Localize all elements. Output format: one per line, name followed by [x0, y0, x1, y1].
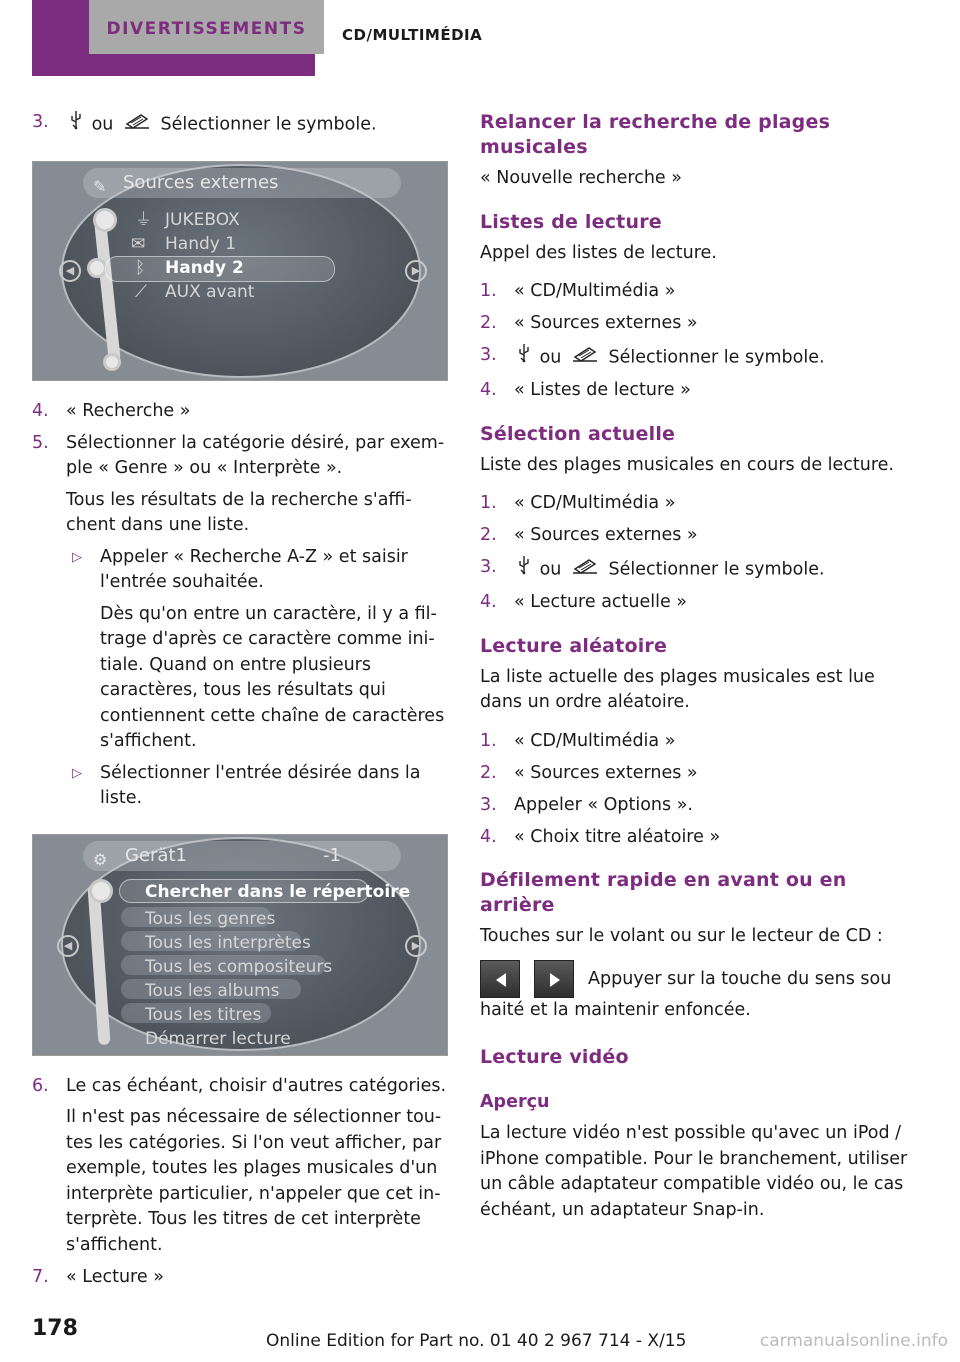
step-text: Sélectionner le symbole. [608, 559, 825, 580]
screen-title-right: -1 [323, 844, 341, 866]
step-item [480, 491, 910, 517]
usb-icon: ⏚ [135, 209, 152, 230]
menu-item-selected[interactable]: Chercher dans le répertoire [145, 881, 411, 902]
step-number: 4. [480, 380, 497, 400]
body-text: Liste des plages musicales en cours de lecture. [480, 454, 894, 475]
step-text: « Lecture actuelle » [514, 592, 688, 612]
bullet-text: Sélectionner l'entrée désirée dans la liste. [100, 762, 421, 808]
body-text: Appel des listes de lecture. [480, 242, 717, 263]
step-item [480, 729, 910, 755]
step-number: 1. [480, 730, 497, 751]
bullet-item [66, 545, 448, 755]
menu-item[interactable]: Tous les interprètes [145, 932, 311, 953]
section-heading: Sélection actuelle [480, 422, 676, 445]
section-title: DIVERTISSEMENTS [89, 0, 324, 54]
step-text: Sélectionner la catégorie désiré, par exemple « Genre » ou « Interprète ». [66, 432, 445, 478]
step-number: 2. [480, 525, 497, 545]
left-arrow-icon[interactable]: ◀ [59, 260, 81, 282]
menu-item[interactable]: Tous les albums [145, 980, 280, 1001]
step-text: « Listes de lecture » [514, 380, 691, 400]
step-text: « CD/Multimédia » [514, 281, 676, 301]
forward-button-icon [534, 960, 574, 998]
edition-text: Online Edition for Part no. 01 40 2 967 714 - X/15 [266, 1331, 687, 1351]
section-tab [32, 0, 315, 76]
idrive-screen-sources [32, 161, 448, 381]
body-text: « Nouvelle recherche » [480, 168, 682, 188]
step-text: « Choix titre aléatoire » [514, 826, 721, 847]
menu-item[interactable]: Handy 1 [165, 233, 237, 254]
step-text: Sélectionner le symbole. [160, 114, 377, 135]
step-text: « Sources externes » [514, 313, 698, 333]
step-text: Le cas échéant, choisir d'autres catégories. [66, 1075, 447, 1096]
step-item [32, 399, 448, 425]
aux-icon: ⟋ [135, 281, 147, 302]
scroll-knob-bottom [103, 353, 121, 371]
step-item [480, 279, 910, 305]
right-column [480, 110, 910, 1236]
step-number: 2. [480, 313, 497, 333]
step-number: 1. [480, 281, 497, 301]
step-text: « Lecture » [66, 1266, 164, 1287]
step-item [480, 555, 910, 584]
right-arrow-icon[interactable]: ▶ [405, 260, 427, 282]
left-column [32, 110, 448, 1297]
page-number: 178 [32, 1316, 78, 1341]
step-number: 6. [32, 1075, 49, 1096]
step-number: 4. [480, 592, 497, 612]
or-text: ou [539, 559, 562, 580]
step-item [480, 825, 910, 851]
button-instruction [480, 960, 910, 1024]
device-icon: ⚙ [93, 849, 108, 869]
right-arrow-icon[interactable]: ▶ [405, 935, 427, 957]
step-text: « Recherche » [66, 400, 191, 421]
menu-item-selected[interactable]: Handy 2 [165, 257, 244, 278]
menu-item[interactable]: Tous les genres [145, 908, 276, 929]
step-text: Appeler « Options ». [514, 794, 693, 815]
bullet-text: Appeler « Recherche A-Z » et saisir l'entrée souhaitée. [100, 546, 408, 592]
phone-icon [571, 343, 599, 372]
watermark: carmanualsonline.info [759, 1331, 948, 1351]
step-item [480, 343, 910, 372]
section-heading: Lecture aléatoire [480, 634, 668, 657]
step-paragraph: Tous les résultats de la recherche s'affichent dans une liste. [66, 489, 412, 535]
phone-icon: ✎ [93, 176, 107, 196]
section-heading: Relancer la recherche de plages musicales [480, 111, 831, 158]
step-number: 3. [480, 794, 497, 815]
step-text: « Sources externes » [514, 525, 698, 545]
phone-icon: ✉ [131, 233, 146, 254]
triangle-bullet-icon: ▷ [72, 549, 82, 565]
step-item [480, 793, 910, 819]
bluetooth-icon: ᛒ [135, 257, 146, 278]
step-item [480, 378, 910, 404]
bullet-paragraph: Dès qu'on entre un caractère, il y a filtrage d'après ce caractère comme initiale. Quand on entre plusieurs caractères, tous les résultats qui contiennent cette chaîne de caractères s'affichent. [100, 603, 445, 751]
button-text: Appuyer sur la touche du sens sou [588, 968, 892, 989]
step-number: 3. [32, 112, 49, 132]
menu-item[interactable]: Démarrer lecture [145, 1028, 291, 1049]
subsection-heading: Aperçu [480, 1092, 550, 1112]
step-item [32, 1265, 448, 1291]
body-text: La lecture vidéo n'est possible qu'avec un iPod / iPhone compatible. Pour le branchement, utiliser un câble adaptateur compatible vidéo ou, le cas échéant, un adaptateur Snap-in. [480, 1123, 908, 1220]
left-arrow-icon[interactable]: ◀ [57, 935, 79, 957]
bullet-item [66, 761, 448, 812]
triangle-bullet-icon: ▷ [72, 765, 82, 781]
or-text: ou [91, 114, 114, 135]
rewind-button-icon [480, 960, 520, 998]
step-text: « Sources externes » [514, 762, 698, 783]
phone-icon [123, 110, 151, 139]
scroll-knob-top [89, 879, 113, 903]
section-heading: Défilement rapide en avant ou en arrière [480, 869, 847, 916]
step-number: 2. [480, 762, 497, 783]
body-text: Touches sur le volant ou sur le lecteur de CD : [480, 926, 883, 946]
phone-icon [571, 555, 599, 584]
step-item [480, 590, 910, 616]
step-number: 5. [32, 432, 49, 453]
step-item [480, 311, 910, 337]
step-item [480, 523, 910, 549]
idrive-screen-search [32, 834, 448, 1056]
screen-title: Gerät1 -1 [83, 841, 401, 871]
usb-icon [70, 110, 82, 139]
step-text: Sélectionner le symbole. [608, 347, 825, 368]
screen-title: Sources externes [83, 168, 401, 198]
section-heading: Listes de lecture [480, 210, 662, 233]
step-text: « CD/Multimédia » [514, 493, 676, 513]
scroll-knob-top [93, 208, 117, 232]
section-heading: Lecture vidéo [480, 1046, 629, 1068]
menu-item[interactable]: JUKEBOX [165, 209, 240, 230]
step-number: 3. [480, 557, 497, 577]
step-item [32, 110, 448, 139]
usb-icon [518, 343, 530, 372]
step-text: « CD/Multimédia » [514, 730, 676, 751]
step-number: 7. [32, 1266, 49, 1287]
usb-icon [518, 555, 530, 584]
step-number: 4. [480, 826, 497, 847]
button-text-cont: haité et la maintenir enfoncée. [480, 999, 751, 1020]
step-number: 3. [480, 345, 497, 365]
step-item [32, 431, 448, 812]
step-item [480, 761, 910, 787]
menu-item[interactable]: Tous les compositeurs [145, 956, 333, 977]
or-text: ou [539, 347, 562, 368]
step-paragraph: Il n'est pas nécessaire de sélectionner toutes les catégories. Si l'on veut afficher, par exemple, toutes les plages musicales d'un interprète particulier, n'appeler que cet interprète. Tous les titres de cet interprète s'affichent. [66, 1107, 442, 1255]
subsection-title: CD/MULTIMÉDIA [342, 26, 483, 44]
step-number: 4. [32, 400, 49, 421]
step-item [32, 1074, 448, 1259]
page-header [0, 0, 960, 78]
body-text: La liste actuelle des plages musicales est lue dans un ordre aléatoire. [480, 666, 875, 712]
menu-item[interactable]: Tous les titres [145, 1004, 262, 1025]
menu-item[interactable]: AUX avant [165, 281, 255, 302]
step-number: 1. [480, 493, 497, 513]
scroll-knob-selected [87, 258, 107, 278]
